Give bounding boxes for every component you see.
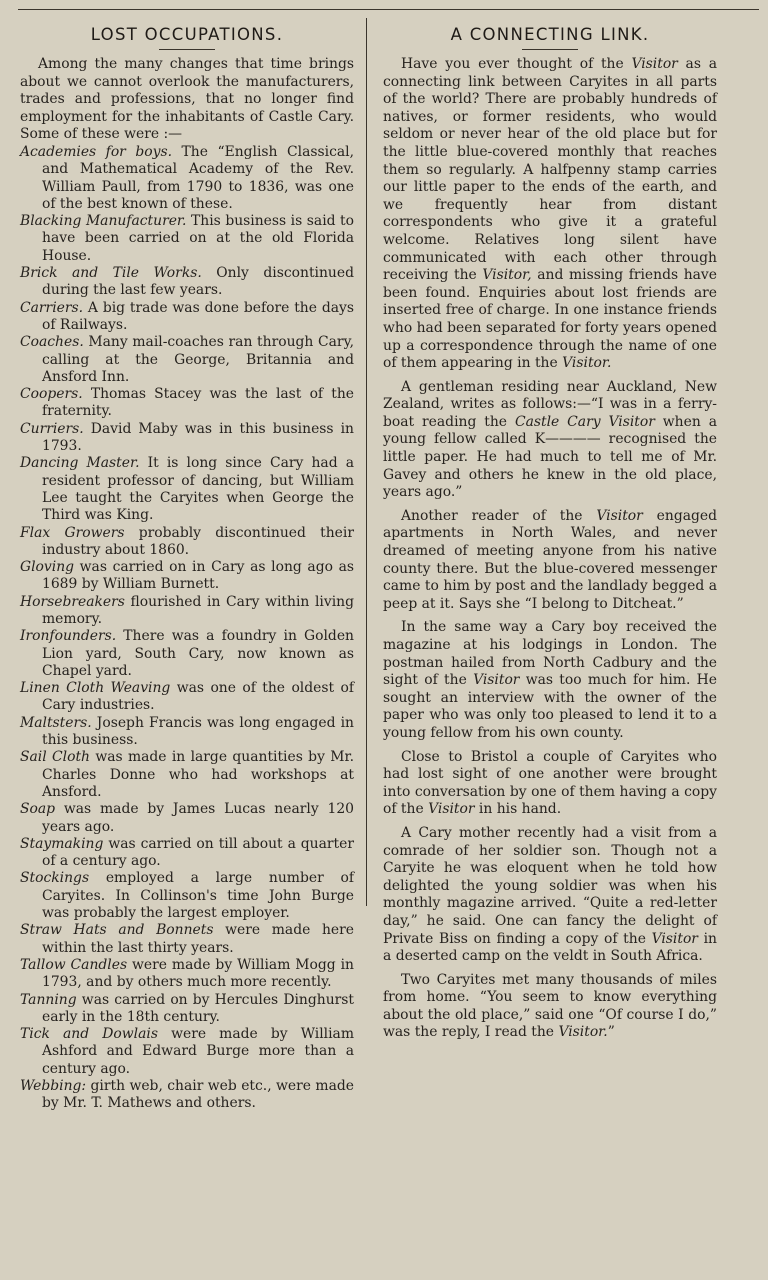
occupation-entry [20, 1026, 354, 1078]
text-run: when a young fellow called K———— recognised the little paper. He had much to tell me of Mr. Gavey and others he knew in the old place, years ago.” [383, 413, 717, 501]
text-run: Another reader of the [401, 507, 597, 524]
occupation-term: Academies for boys. [20, 143, 172, 160]
occupation-entry [20, 715, 354, 750]
occupation-entry [20, 801, 354, 836]
occupation-term: Curriers. [20, 420, 84, 437]
occupation-description: was made by James Lucas nearly 120 years ago. [42, 801, 354, 835]
text-run: A gentleman residing near Auckland, New Zealand, writes as follows:—“I was in a ferry-boat reading the [383, 378, 717, 430]
occupation-term: Ironfounders. [20, 628, 117, 645]
occupation-description: girth web, chair web etc., were made by Mr. T. Mathews and others. [42, 1078, 354, 1112]
occupation-description: employed a large number of Caryites. In Collinson's time John Burge was probably the largest employer. [42, 870, 354, 922]
italic-run: Visitor [473, 672, 520, 689]
occupation-term: Tanning [20, 991, 77, 1008]
occupation-entry [20, 559, 354, 594]
occupation-entry [20, 749, 354, 801]
occupation-entry [20, 421, 354, 456]
occupation-term: Tallow Candles [20, 956, 128, 973]
occupation-description: This business is said to have been carried on at the old Florida House. [42, 213, 355, 264]
occupation-term: Horsebreakers [20, 593, 125, 610]
occupation-description: Many mail-coaches ran through Cary, calling at the George, Britannia and Ansford Inn. [42, 334, 354, 385]
heading-rule [159, 49, 215, 50]
occupation-description: probably discontinued their industry about 1860. [42, 524, 354, 558]
italic-run: Castle Cary Visitor [514, 413, 655, 430]
occupation-description: was carried on in Cary as long ago as 1689 by William Burnett. [42, 559, 354, 593]
occupation-term: Gloving [20, 559, 75, 576]
occupation-entry [20, 455, 354, 524]
occupation-list [20, 144, 354, 1113]
text-run: A Cary mother recently had a visit from a comrade of her soldier son. Though not a Caryite he was eloquent when he told how delighted the young soldier was when his monthly magazine arrived. “Quite a red-letter day,” he said. One can fancy the delight of Private Biss on finding a copy of the [383, 824, 717, 947]
heading-rule [522, 49, 578, 50]
occupation-entry [20, 144, 354, 213]
column-lost-occupations [20, 24, 354, 1113]
occupation-entry [20, 992, 354, 1027]
occupation-term: Flax Growers [20, 524, 125, 541]
occupation-description: was made in large quantities by Mr. Charles Donne who had workshops at Ansford. [42, 749, 355, 800]
occupation-term: Coopers. [20, 386, 83, 403]
occupation-entry [20, 922, 354, 957]
text-run: Close to Bristol a couple of Caryites who had lost sight of one another were brought into conversation by one of them having a copy of the [383, 748, 717, 818]
italic-run: Visitor. [562, 355, 612, 372]
occupation-entry [20, 870, 354, 922]
text-run: was too much for him. He sought an interview with the owner of the paper who was only too pleased to lend it to a young fellow from his own county. [383, 672, 717, 741]
occupation-term: Soap [20, 801, 56, 818]
occupation-description: were made by William Mogg in 1793, and by others much more recently. [42, 956, 354, 991]
occupation-description: was carried on till about a quarter of a century ago. [42, 835, 354, 870]
text-run: In the same way a Cary boy received the magazine at his lodgings in London. The postman hailed from North Cadbury and the sight of the [383, 619, 717, 689]
occupation-entry [20, 957, 354, 992]
occupation-entry [20, 680, 354, 715]
column-divider [366, 18, 367, 906]
italic-run: Visitor, [482, 267, 532, 284]
lost-occupations-heading: LOST OCCUPATIONS. [90, 25, 284, 44]
occupation-entry [20, 386, 354, 421]
occupation-description: Joseph Francis was long engaged in this business. [42, 714, 354, 749]
article-paragraph [383, 972, 717, 1042]
occupation-description: The “English Classical, and Mathematical Academy of the Rev. William Paull, from 1790 to 1836, was one of the best known of these. [42, 143, 354, 212]
occupation-term: Sail Cloth [20, 749, 90, 766]
occupation-term: Staymaking [20, 835, 104, 852]
occupation-entry [20, 628, 354, 680]
occupation-entry [20, 334, 354, 386]
intro-paragraph: Among the many changes that time brings about we cannot overlook the manufacturers, trades and professions, that no longer find employment for the inhabitants of Castle Cary. Some of these were :— [20, 56, 354, 143]
occupation-term: Carriers. [20, 299, 84, 316]
italic-run: Visitor [651, 930, 698, 947]
text-run: and missing friends have been found. Enquiries about lost friends are inserted free of charge. In one instance friends who had been separated for forty years opened up a correspondence through the name of one of them appearing in the [383, 267, 718, 372]
italic-run: Visitor [428, 801, 475, 818]
occupation-term: Blacking Manufacturer. [20, 213, 187, 230]
text-run: Have you ever thought of the [401, 56, 632, 72]
occupation-term: Stockings [20, 870, 90, 887]
text-run: as a connecting link between Caryites in all parts of the world? There are probably hundreds of natives, or former residents, who would seldom or never hear of the old place but for the little blue-covered monthly that reaches them so regularly. A halfpenny stamp carries our little paper to the ends of the earth, and we frequently hear from distant correspondents who give it a grateful welcome. Relatives long silent have communicated with each other through receiving the [383, 56, 717, 284]
occupation-term: Straw Hats and Bonnets [20, 922, 214, 939]
occupation-term: Tick and Dowlais [20, 1026, 158, 1043]
occupation-entry [20, 594, 354, 629]
occupation-entry [20, 836, 354, 871]
occupation-term: Dancing Master. [20, 455, 140, 472]
top-rule [18, 9, 759, 10]
text-run: ” [607, 1024, 615, 1041]
text-run: engaged apartments in North Wales, and never dreamed of meeting anyone from his native county there. But the blue-covered messenger came to him by post and the landlady begged a peep at it. Says she “I belong to Ditcheat.” [383, 507, 718, 612]
occupation-entry [20, 265, 354, 300]
text-run: Two Caryites met many thousands of miles from home. “You seem to know everything about the old place,” said one “Of course I do,” was the reply, I read the [383, 971, 717, 1041]
occupation-term: Brick and Tile Works. [20, 265, 202, 282]
article-paragraph [383, 749, 717, 819]
occupation-description: It is long since Cary had a resident professor of dancing, but William Lee taught the Caryites when George the Third was King. [42, 455, 354, 524]
occupation-description: flourished in Cary within living memory. [42, 593, 354, 627]
article-paragraph [383, 825, 717, 966]
column-connecting-link [383, 24, 717, 1048]
occupation-description: A big trade was done before the days of Railways. [42, 299, 354, 333]
occupation-term: Linen Cloth Weaving [20, 680, 171, 697]
article-paragraph [383, 56, 717, 373]
text-run: in his hand. [474, 801, 562, 818]
occupation-description: David Maby was in this business in 1793. [42, 420, 354, 455]
occupation-entry [20, 525, 354, 560]
occupation-term: Maltsters. [20, 714, 92, 731]
article-paragraph [383, 619, 717, 742]
article-body [383, 56, 717, 1042]
occupation-description: There was a foundry in Golden Lion yard, South Cary, now known as Chapel yard. [42, 628, 354, 679]
occupation-description: were made by William Ashford and Edward Burge more than a century ago. [42, 1026, 354, 1077]
italic-run: Visitor [631, 56, 678, 72]
occupation-term: Webbing: [20, 1078, 87, 1094]
occupation-entry [20, 300, 354, 335]
connecting-link-heading: A CONNECTING LINK. [450, 25, 650, 44]
article-paragraph [383, 508, 717, 614]
occupation-description: were made here within the last thirty years. [42, 922, 354, 956]
occupation-description: Thomas Stacey was the last of the fraternity. [42, 386, 354, 420]
occupation-term: Coaches. [20, 334, 84, 351]
occupation-entry [20, 1078, 354, 1113]
occupation-description: was carried on by Hercules Dinghurst early in the 18th century. [42, 991, 354, 1025]
occupation-description: Only discontinued during the last few years. [42, 265, 354, 299]
italic-run: Visitor. [558, 1024, 608, 1041]
occupation-description: was one of the oldest of Cary industries. [42, 680, 354, 714]
article-paragraph [383, 379, 717, 502]
italic-run: Visitor [596, 507, 643, 524]
text-run: in a deserted camp on the veldt in South Africa. [383, 930, 717, 965]
occupation-entry [20, 213, 354, 265]
